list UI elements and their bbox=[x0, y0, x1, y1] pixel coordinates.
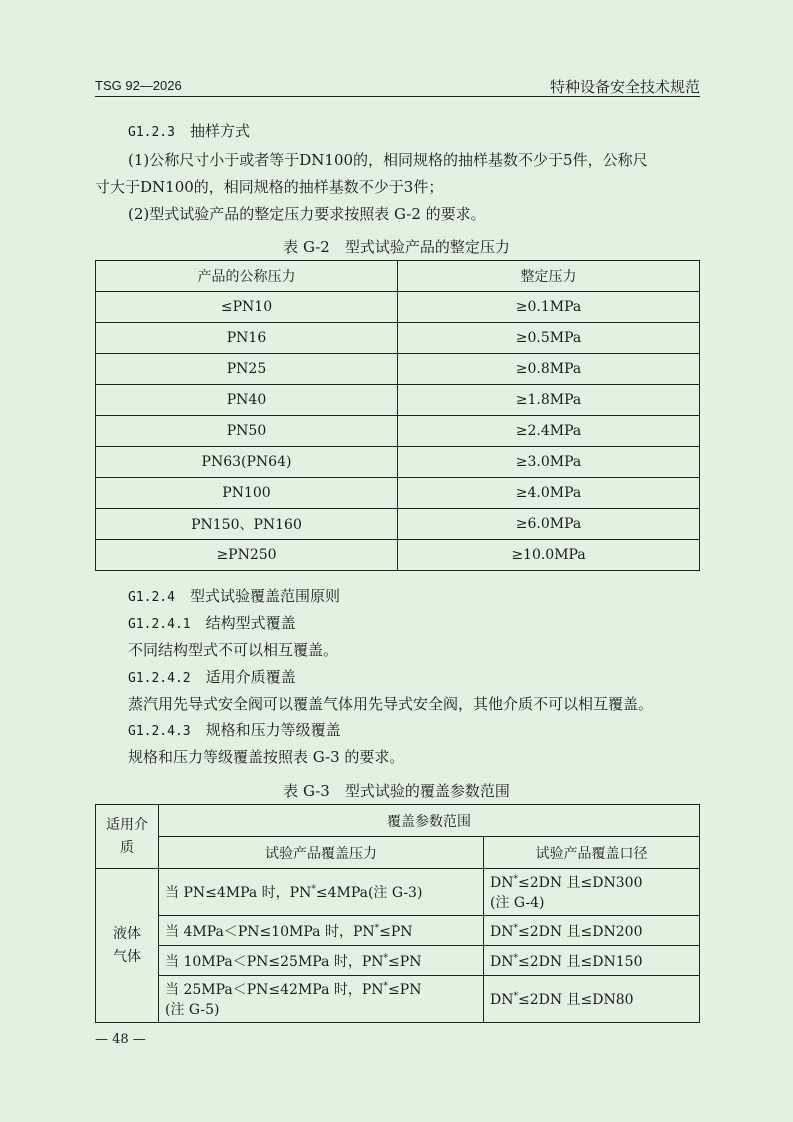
column-header: 整定压力 bbox=[398, 261, 700, 292]
table-caption: 表 G-2 型式试验产品的整定压力 bbox=[283, 238, 510, 256]
table-row bbox=[96, 540, 700, 571]
table-row bbox=[96, 916, 700, 946]
pressure-cell: 当 25MPa＜PN≤42MPa 时，PN*≤PN (注 G-5) bbox=[159, 976, 484, 1023]
paragraph: (2)型式试验产品的整定压力要求按照表 G-2 的要求。 bbox=[128, 205, 486, 223]
table-header-row bbox=[96, 261, 700, 292]
coverage-table bbox=[95, 804, 700, 1023]
paragraph: 蒸汽用先导式安全阀可以覆盖气体用先导式安全阀，其他介质不可以相互覆盖。 bbox=[128, 695, 654, 713]
table-cell: ≥0.8MPa bbox=[398, 354, 700, 385]
section-title: 适用介质覆盖 bbox=[205, 668, 296, 686]
paragraph: 规格和压力等级覆盖按照表 G-3 的要求。 bbox=[128, 748, 405, 766]
table-caption: 表 G-3 型式试验的覆盖参数范围 bbox=[283, 782, 510, 800]
table-cell: PN100 bbox=[96, 478, 398, 509]
table-cell: PN50 bbox=[96, 416, 398, 447]
pressure-cell: 当 PN≤4MPa 时，PN*≤4MPa(注 G-3) bbox=[159, 869, 484, 916]
table-row bbox=[96, 869, 700, 916]
section-title: 型式试验覆盖范围原则 bbox=[189, 587, 340, 605]
table-row bbox=[96, 416, 700, 447]
medium-header: 适用介质 bbox=[96, 805, 159, 869]
pressure-cell: 当 4MPa＜PN≤10MPa 时，PN*≤PN bbox=[159, 916, 484, 946]
section-heading bbox=[128, 612, 296, 633]
paragraph: 不同结构型式不可以相互覆盖。 bbox=[128, 641, 339, 659]
table-cell: PN63(PN64) bbox=[96, 447, 398, 478]
section-title: 规格和压力等级覆盖 bbox=[205, 721, 341, 739]
table-cell: ≥4.0MPa bbox=[398, 478, 700, 509]
medium-cell: 液体气体 bbox=[96, 869, 159, 1023]
table-row bbox=[96, 447, 700, 478]
pressure-table bbox=[95, 260, 700, 571]
table-cell: PN150、PN160 bbox=[96, 509, 398, 540]
column-header: 产品的公称压力 bbox=[96, 261, 398, 292]
paragraph: (1)公称尺寸小于或者等于DN100的，相同规格的抽样基数不少于5件，公称尺 bbox=[128, 151, 648, 169]
pressure-header: 试验产品覆盖压力 bbox=[159, 837, 484, 869]
table-cell: ≥10.0MPa bbox=[398, 540, 700, 571]
table-row bbox=[96, 385, 700, 416]
diameter-cell: DN*≤2DN 且≤DN150 bbox=[484, 946, 700, 976]
table-cell: ≥0.5MPa bbox=[398, 323, 700, 354]
table-cell: PN16 bbox=[96, 323, 398, 354]
table-cell: ≥6.0MPa bbox=[398, 509, 700, 540]
table-cell: ≤PN10 bbox=[96, 292, 398, 323]
page-number: — 48 — bbox=[95, 1032, 146, 1047]
table-cell: PN25 bbox=[96, 354, 398, 385]
header-title: 特种设备安全技术规范 bbox=[549, 79, 700, 96]
table-row bbox=[96, 292, 700, 323]
standard-code: TSG 92—2026 bbox=[95, 78, 182, 93]
table-row bbox=[96, 323, 700, 354]
diameter-cell: DN*≤2DN 且≤DN80 bbox=[484, 976, 700, 1023]
table-header-row bbox=[96, 837, 700, 869]
diameter-header: 试验产品覆盖口径 bbox=[484, 837, 700, 869]
section-number: G1.2.4 bbox=[128, 590, 175, 605]
section-heading bbox=[128, 719, 341, 740]
table-cell: ≥3.0MPa bbox=[398, 447, 700, 478]
paragraph: 寸大于DN100的，相同规格的抽样基数不少于3件； bbox=[95, 178, 444, 196]
pressure-cell: 当 10MPa＜PN≤25MPa 时，PN*≤PN bbox=[159, 946, 484, 976]
section-number: G1.2.3 bbox=[128, 125, 175, 140]
range-header: 覆盖参数范围 bbox=[159, 805, 700, 837]
section-number: G1.2.4.1 bbox=[128, 617, 191, 632]
section-title: 结构型式覆盖 bbox=[205, 614, 296, 632]
section-number: G1.2.4.2 bbox=[128, 671, 191, 686]
table-row bbox=[96, 478, 700, 509]
table-cell: ≥PN250 bbox=[96, 540, 398, 571]
diameter-cell: DN*≤2DN 且≤DN200 bbox=[484, 916, 700, 946]
section-heading bbox=[128, 585, 340, 606]
table-row bbox=[96, 509, 700, 540]
table-header-row bbox=[96, 805, 700, 837]
section-heading bbox=[128, 120, 250, 141]
table-row bbox=[96, 946, 700, 976]
table-row bbox=[96, 976, 700, 1023]
table-row bbox=[96, 354, 700, 385]
table-cell: ≥1.8MPa bbox=[398, 385, 700, 416]
table-cell: ≥0.1MPa bbox=[398, 292, 700, 323]
table-cell: ≥2.4MPa bbox=[398, 416, 700, 447]
diameter-cell: DN*≤2DN 且≤DN300 (注 G-4) bbox=[484, 869, 700, 916]
section-title: 抽样方式 bbox=[189, 122, 250, 140]
section-heading bbox=[128, 666, 296, 687]
section-number: G1.2.4.3 bbox=[128, 724, 191, 739]
table-cell: PN40 bbox=[96, 385, 398, 416]
page-header bbox=[95, 74, 700, 97]
